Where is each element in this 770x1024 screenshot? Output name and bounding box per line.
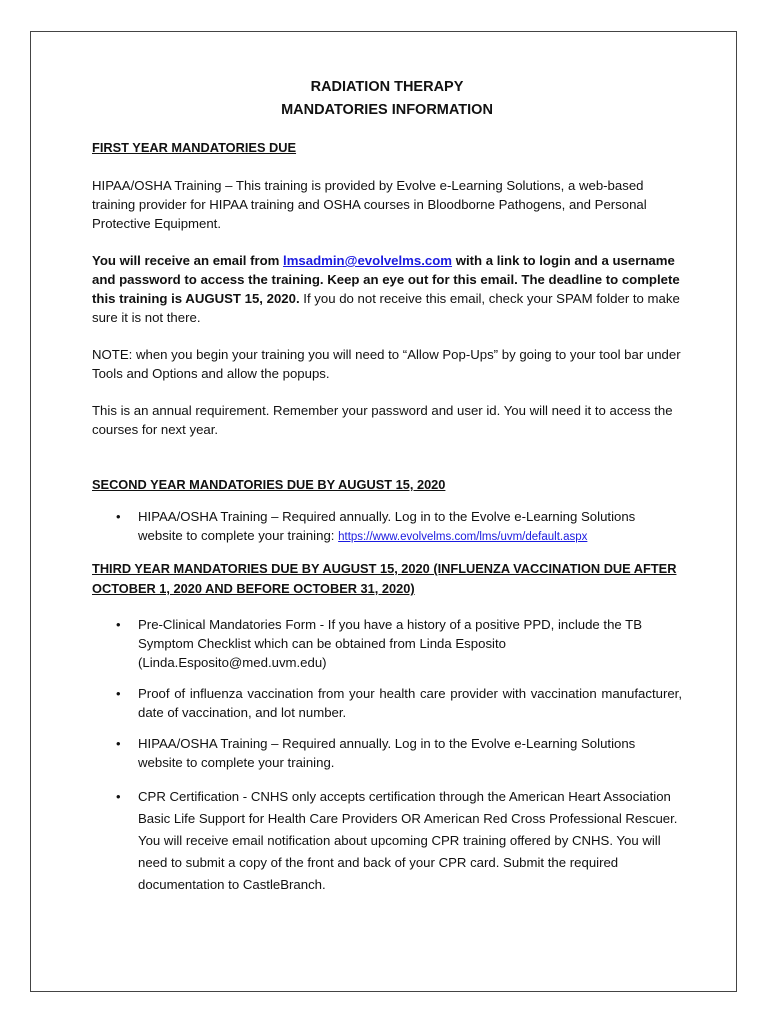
document-content	[92, 76, 682, 896]
third-year-item-3: HIPAA/OSHA Training – Required annually. Log in to the Evolve e-Learning Solutions website to complete your training.	[138, 736, 636, 770]
second-year-item-text: HIPAA/OSHA Training – Required annually. Log in to the Evolve e-Learning Solutions website to complete your training:	[138, 509, 636, 543]
bullet-icon: •	[116, 789, 121, 804]
list-item	[92, 507, 682, 547]
third-year-heading: THIRD YEAR MANDATORIES DUE BY AUGUST 15, 2020 (INFLUENZA VACCINATION DUE AFTER OCTOBER 1, 2020 AND BEFORE OCTOBER 31, 2020)	[92, 561, 677, 596]
document-page	[30, 31, 737, 992]
title-line-2: MANDATORIES INFORMATION	[281, 102, 493, 118]
third-year-item-2: Proof of influenza vaccination from your health care provider with vaccination manufacturer, date of vaccination, and lot number.	[138, 686, 682, 720]
third-year-item-1: Pre-Clinical Mandatories Form - If you have a history of a positive PPD, include the TB Symptom Checklist which can be obtained from Linda Esposito (Linda.Esposito@med.uvm.edu)	[138, 617, 643, 670]
list-item	[92, 734, 682, 772]
bullet-icon: •	[116, 686, 121, 701]
email-post-text: with a link to login and a username and password to access the training. Keep an eye out for this email. The deadline to complete this training is AUGUST 15, 2020.	[92, 253, 680, 306]
third-year-list	[92, 615, 682, 896]
bullet-icon: •	[116, 617, 121, 632]
second-year-list	[92, 507, 682, 547]
first-year-intro: HIPAA/OSHA Training – This training is provided by Evolve e-Learning Solutions, a web-based training provider for HIPAA training and OSHA courses in Bloodborne Pathogens, and Personal Protective Equipment.	[92, 178, 647, 231]
evolve-url-link[interactable]: https://www.evolvelms.com/lms/uvm/default.aspx	[338, 531, 588, 543]
email-pre-text: You will receive an email from	[92, 253, 284, 268]
second-year-heading: SECOND YEAR MANDATORIES DUE BY AUGUST 15, 2020	[92, 477, 446, 492]
document-title	[92, 76, 682, 122]
list-item	[92, 615, 682, 672]
third-year-item-4: CPR Certification - CNHS only accepts certification through the American Heart Association Basic Life Support for Health Care Providers OR American Red Cross Professional Rescuer. You will receive email notification about upcoming CPR training offered by CNHS. You will need to submit a copy of the front and back of your CPR card. Submit the required documentation to CastleBranch.	[138, 789, 678, 892]
title-line-1: RADIATION THERAPY	[310, 79, 464, 95]
annual-requirement: This is an annual requirement. Remember your password and user id. You will need it to access the courses for next year.	[92, 403, 673, 437]
popup-note: NOTE: when you begin your training you will need to “Allow Pop-Ups” by going to your tool bar under Tools and Options and allow the popups.	[92, 347, 681, 381]
bullet-icon: •	[116, 736, 121, 751]
email-tail-text: If you do not receive this email, check your SPAM folder to make sure it is not there.	[92, 291, 680, 325]
email-link[interactable]: lmsadmin@evolvelms.com	[283, 253, 453, 268]
email-paragraph	[92, 251, 682, 327]
first-year-heading: FIRST YEAR MANDATORIES DUE	[92, 140, 297, 155]
bullet-icon: •	[116, 509, 121, 524]
list-item	[92, 684, 682, 722]
list-item	[92, 786, 682, 896]
